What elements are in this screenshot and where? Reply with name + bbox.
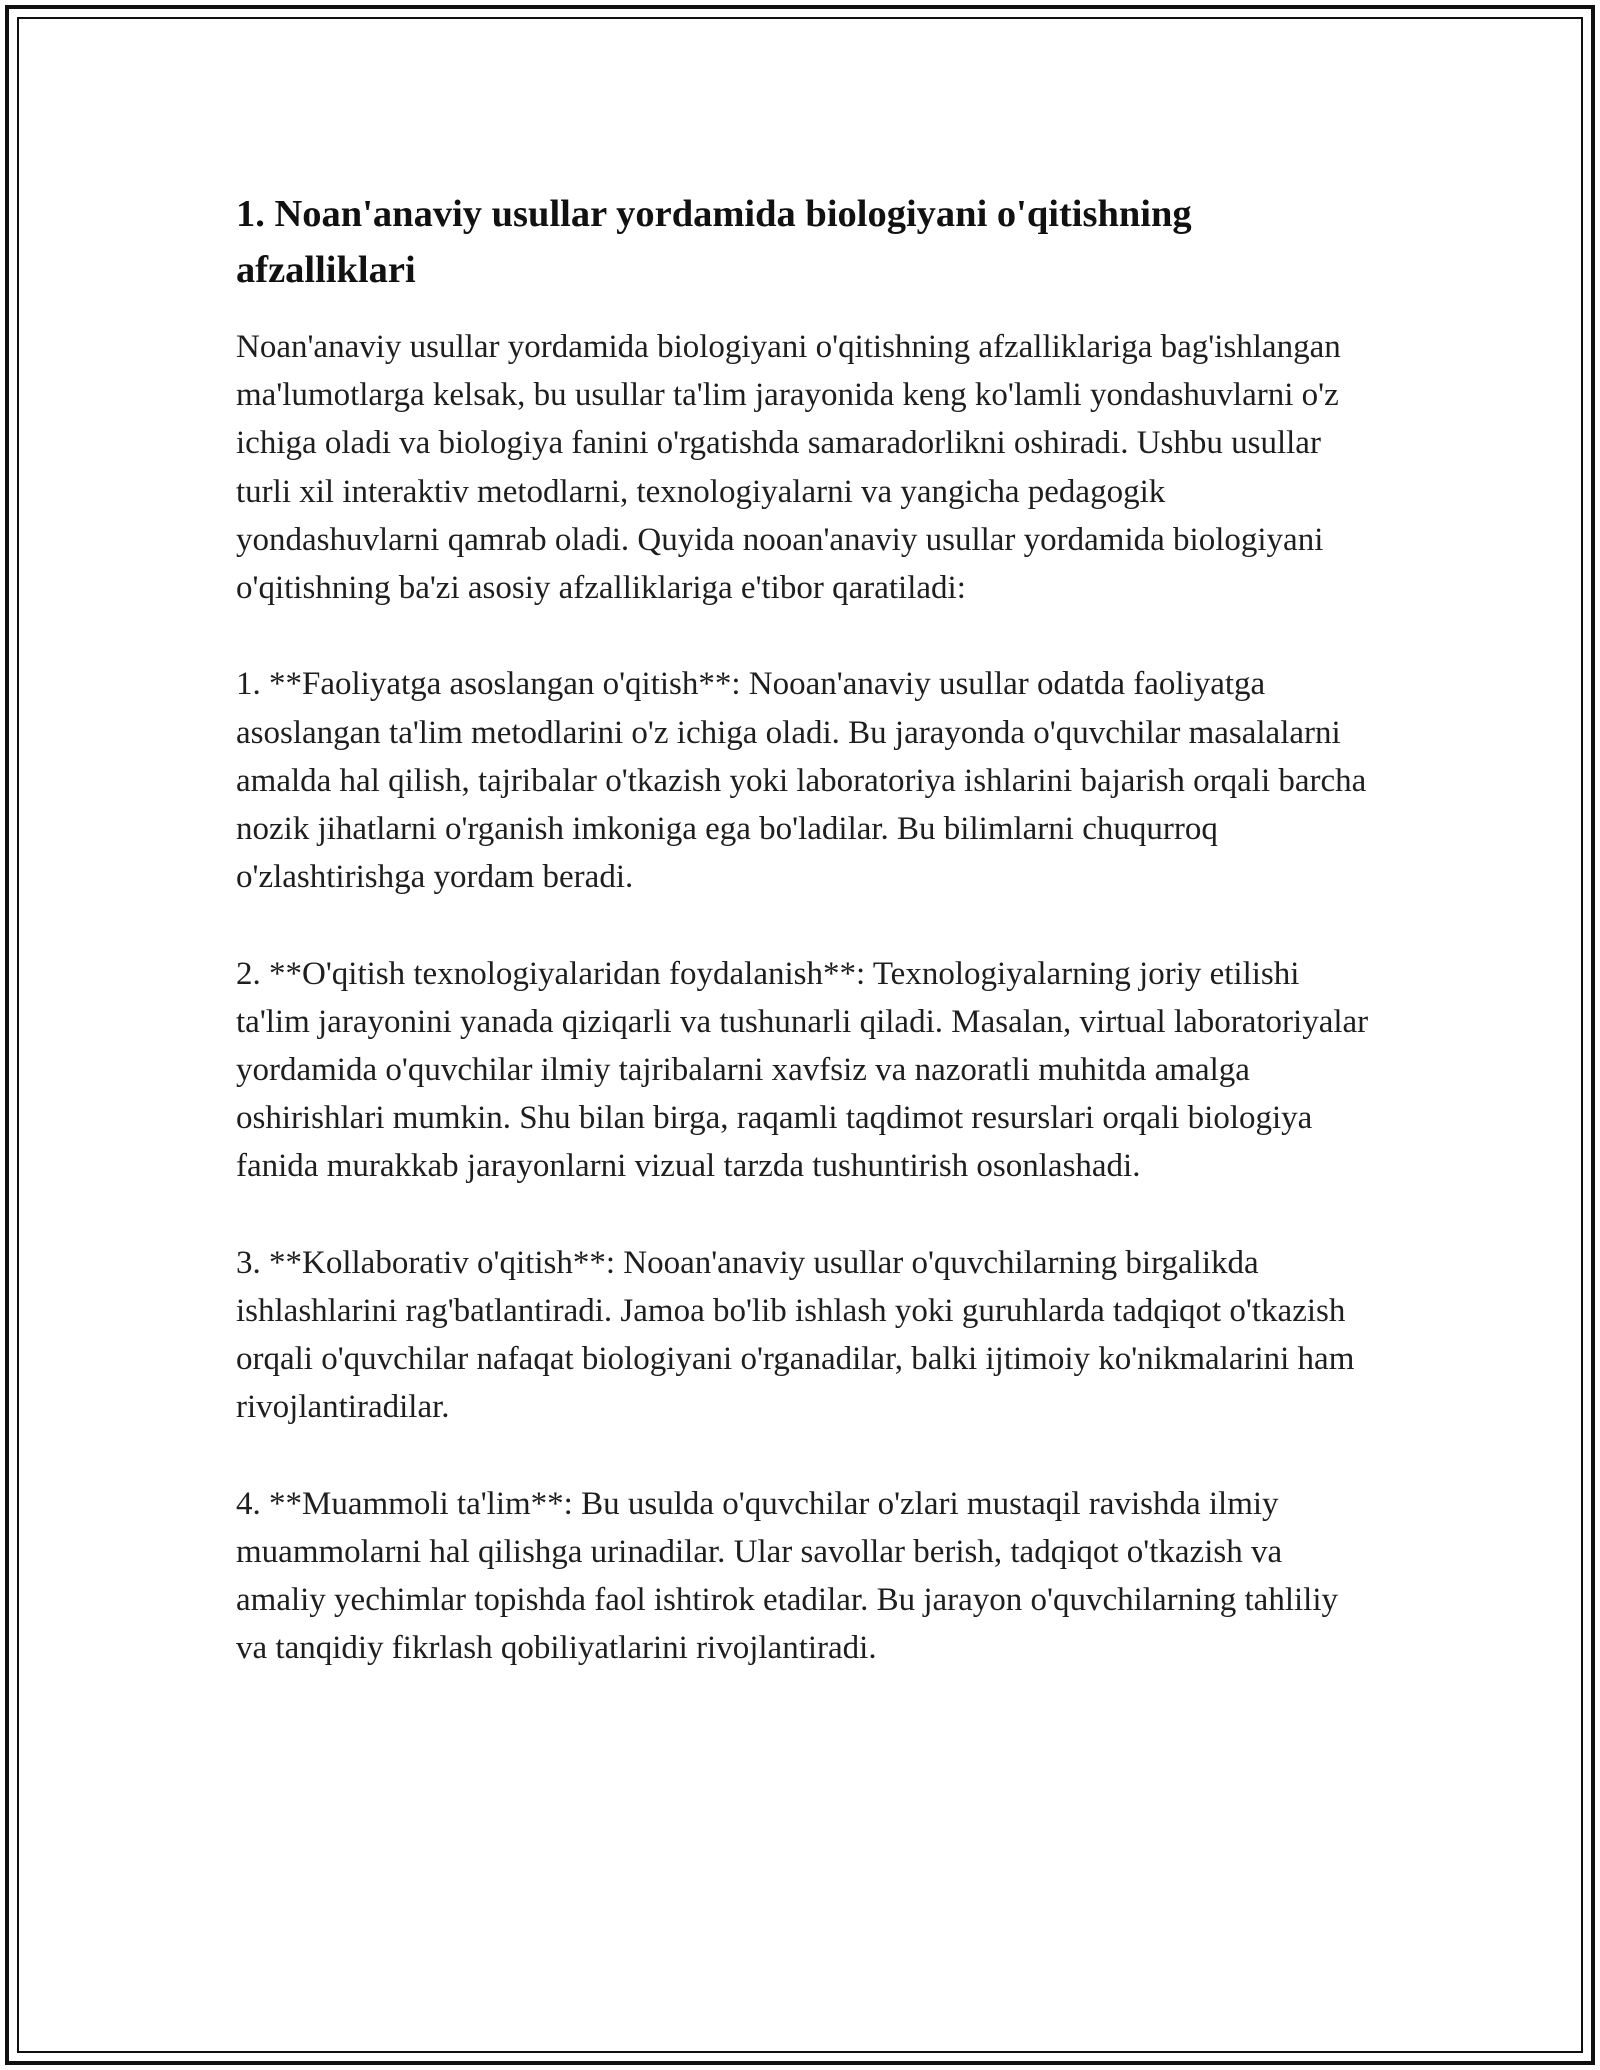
intro-paragraph: Noan'anaviy usullar yordamida biologiyani o'qitishning afzalliklariga bag'ishlangan ma'lumotlarga kelsak, bu usullar ta'lim jarayonida keng ko'lamli yondashuvlarni o'z ichiga oladi va biologiya fanini o'rgatishda samaradorlikni oshiradi. Ushbu usullar turli xil interaktiv metodlarni, texnologiyalarni va yangicha pedagogik yondashuvlarni qamrab oladi. Quyida nooan'anaviy usullar yordamida biologiyani o'qitishning ba'zi asosiy afzalliklariga e'tibor qaratiladi: <box>236 329 1341 607</box>
document-body <box>236 186 1376 1721</box>
list-item-4: 4. **Muammoli ta'lim**: Bu usulda o'quvchilar o'zlari mustaqil ravishda ilmiy muammolarni hal qilishga urinadilar. Ular savollar berish, tadqiqot o'tkazish va amaliy yechimlar topishda faol ishtirok etadilar. Bu jarayon o'quvchilarning tahliliy va tanqidiy fikrlash qobiliyatlarini rivojlantiradi. <box>236 1485 1339 1667</box>
list-item-2: 2. **O'qitish texnologiyalaridan foydalanish**: Texnologiyalarning joriy etilishi ta'lim jarayonini yanada qiziqarli va tushunarli qiladi. Masalan, virtual laboratoriyalar yordamida o'quvchilar ilmiy tajribalarni xavfsiz va nazoratli muhitda amalga oshirishlari mumkin. Shu bilan birga, raqamli taqdimot resurslari orqali biologiya fanida murakkab jarayonlarni vizual tarzda tushuntirish osonlashadi. <box>236 955 1369 1185</box>
list-item-3: 3. **Kollaborativ o'qitish**: Nooan'anaviy usullar o'quvchilarning birgalikda ishlashlarini rag'batlantiradi. Jamoa bo'lib ishlash yoki guruhlarda tadqiqot o'tkazish orqali o'quvchilar nafaqat biologiyani o'rganadilar, balki ijtimoiy ko'nikmalarini ham rivojlantiradilar. <box>236 1244 1355 1426</box>
list-item-1: 1. **Faoliyatga asoslangan o'qitish**: Nooan'anaviy usullar odatda faoliyatga asoslangan ta'lim metodlarini o'z ichiga oladi. Bu jarayonda o'quvchilar masalalarni amalda hal qilish, tajribalar o'tkazish yoki laboratoriya ishlarini bajarish orqali barcha nozik jihatlarni o'rganish imkoniga ega bo'ladilar. Bu bilimlarni chuqurroq o'zlashtirishga yordam beradi. <box>236 666 1367 896</box>
section-heading: 1. Noan'anaviy usullar yordamida biologiyani o'qitishning afzalliklari <box>236 193 1192 291</box>
